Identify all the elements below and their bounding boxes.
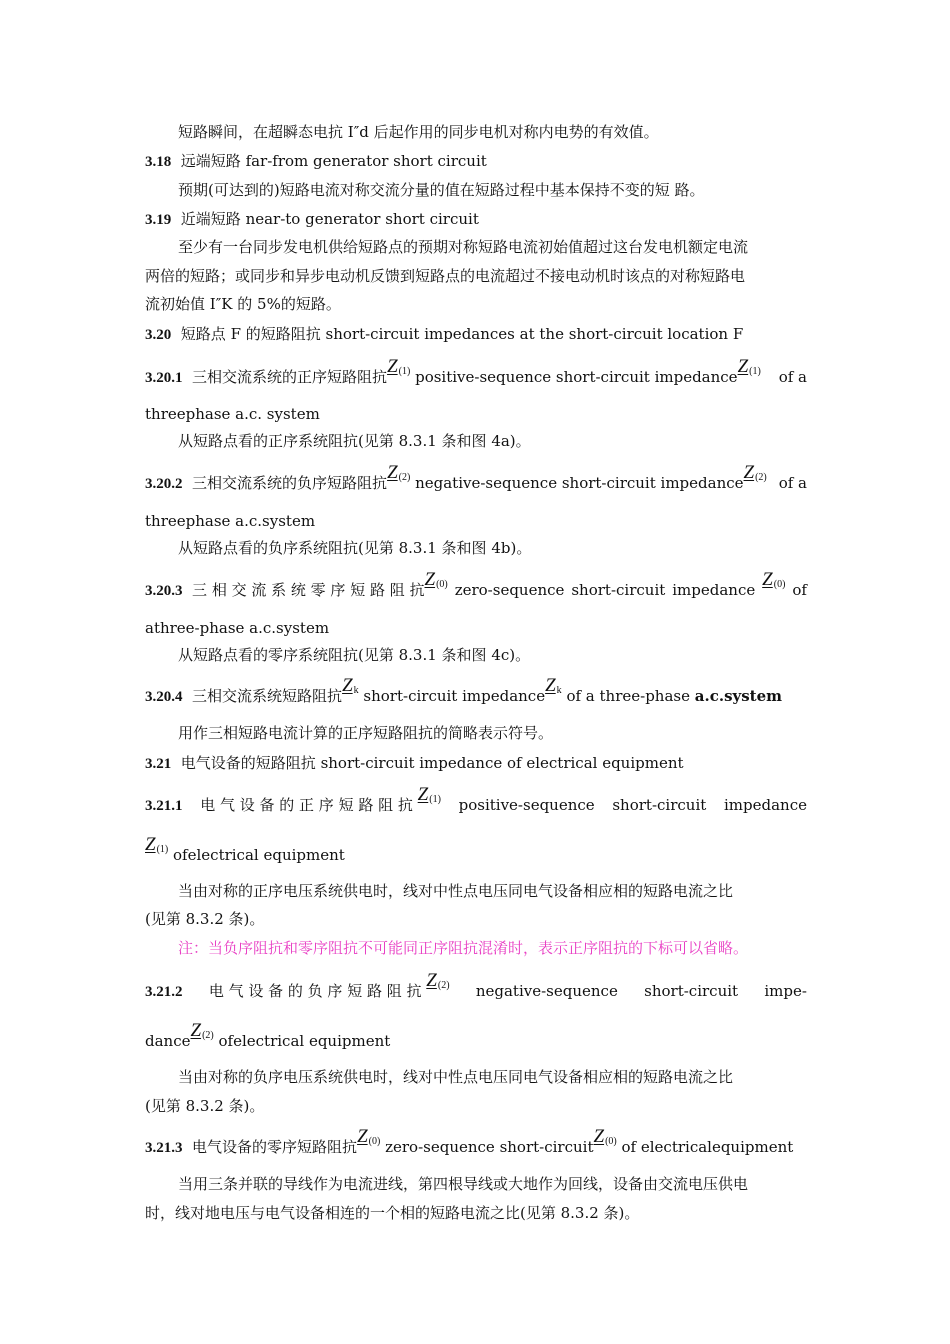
term-zh: 电 气 设 备 的 正 序 短 路 阻 抗 (200, 796, 413, 814)
paragraph-line: 当用三条并联的导线作为电流进线，第四根导线或大地作为回线，设备由交流电压供电 (178, 1175, 749, 1193)
term-en: zero-sequence (454, 581, 565, 599)
section-title: 近端短路 near-to generator short circuit (180, 210, 479, 228)
section-3-18-heading (145, 151, 487, 172)
impedance-subscript: (1) (156, 844, 169, 855)
impedance-subscript: (2) (437, 980, 450, 991)
impedance-subscript: (1) (429, 794, 441, 805)
impedance-subscript: (1) (398, 366, 411, 377)
term-en: short-circuit impedance (363, 687, 546, 705)
paragraph: 从短路点看的正序系统阻抗(见第 8.3.1 条和图 4a)。 (178, 432, 531, 450)
term-en: positive-sequence (458, 796, 595, 814)
term-en: impedance (723, 796, 807, 814)
impedance-symbol: Z (762, 569, 773, 590)
impedance-symbol: Z (737, 356, 749, 377)
section-number: 3.21.1 (145, 798, 183, 814)
term-en: impe- (764, 982, 807, 1000)
section-number: 3.20.2 (145, 476, 183, 492)
term-zh: 三相交流系统的负序短路阻抗 (192, 474, 388, 492)
section-title: 电气设备的短路阻抗 short-circuit impedance of electrical equipment (180, 754, 684, 772)
impedance-subscript: k (556, 685, 562, 696)
term-continuation: threephase a.c.system (145, 512, 316, 530)
impedance-symbol: Z (424, 569, 436, 590)
impedance-symbol: Z (190, 1020, 202, 1041)
term-en: dance (145, 1032, 191, 1050)
impedance-symbol: Z (357, 1126, 368, 1147)
paragraph: 用作三相短路电流计算的正序短路阻抗的简略表示符号。 (178, 724, 554, 742)
section-title: 短路点 F 的短路阻抗 short-circuit impedances at the short-circuit location F (180, 325, 744, 343)
section-3-21-1-heading (145, 784, 807, 818)
section-number: 3.21 (145, 756, 172, 772)
paragraph-line: 流初始值 I″K 的 5%的短路。 (145, 295, 341, 313)
term-continuation: athree-phase a.c.system (145, 619, 330, 637)
term-en: negative-sequence (475, 982, 618, 1000)
impedance-subscript: (1) (749, 366, 761, 377)
impedance-symbol: Z (145, 834, 156, 855)
section-number: 3.20 (145, 327, 172, 343)
term-zh: 三 相 交 流 系 统 零 序 短 路 阻 抗 (192, 581, 425, 599)
impedance-symbol: Z (417, 784, 429, 805)
impedance-symbol: Z (426, 970, 437, 991)
impedance-subscript: (0) (773, 579, 786, 590)
section-number: 3.20.1 (145, 370, 183, 386)
term-continuation (145, 1020, 391, 1054)
section-3-21-2-heading (145, 970, 807, 1004)
term-en-tail: of a three-phase (566, 687, 690, 705)
section-3-20-3-heading (145, 569, 807, 603)
section-3-20-heading (145, 324, 743, 345)
impedance-symbol: Z (387, 462, 398, 483)
impedance-subscript: k (353, 685, 359, 696)
paragraph: 从短路点看的负序系统阻抗(见第 8.3.1 条和图 4b)。 (178, 539, 532, 557)
paragraph-line: (见第 8.3.2 条)。 (145, 910, 265, 928)
impedance-symbol: Z (593, 1126, 605, 1147)
section-number: 3.18 (145, 154, 172, 170)
impedance-symbol: Z (342, 675, 353, 696)
section-3-20-2-heading (145, 462, 807, 496)
paragraph-line: 时，线对地电压与电气设备相连的一个相的短路电流之比(见第 8.3.2 条)。 (145, 1204, 640, 1222)
term-en-tail: of (792, 581, 807, 599)
term-en: zero-sequence short-circuit (385, 1138, 594, 1156)
section-number: 3.20.4 (145, 689, 183, 705)
paragraph-line: 当由对称的负序电压系统供电时，线对中性点电压同电气设备相应相的短路电流之比 (178, 1068, 734, 1086)
section-3-20-1-heading (145, 356, 807, 390)
term-zh: 电 气 设 备 的 负 序 短 路 阻 抗 (208, 982, 422, 1000)
term-en: ofelectrical equipment (218, 1032, 391, 1050)
impedance-subscript: (0) (368, 1136, 381, 1147)
note: 注：当负序阻抗和零序阻抗不可能同正序阻抗混淆时，表示正序阻抗的下标可以省略。 (178, 939, 749, 957)
term-en: short-circuit (571, 581, 666, 599)
term-en: short-circuit (612, 796, 707, 814)
term-zh: 三相交流系统的正序短路阻抗 (192, 368, 388, 386)
term-zh: 三相交流系统短路阻抗 (192, 687, 343, 705)
paragraph-line: 至少有一台同步发电机供给短路点的预期对称短路电流初始值超过这台发电机额定电流 (178, 238, 749, 256)
term-en: negative-sequence short-circuit impedance (415, 474, 744, 492)
impedance-subscript: (2) (755, 472, 767, 483)
impedance-subscript: (2) (398, 472, 411, 483)
section-3-20-4-heading (145, 675, 783, 709)
paragraph-line: (见第 8.3.2 条)。 (145, 1097, 265, 1115)
term-continuation: threephase a.c. system (145, 405, 320, 423)
impedance-subscript: (0) (605, 1136, 617, 1147)
section-3-21-heading (145, 753, 684, 774)
paragraph-line: 两倍的短路；或同步和异步电动机反馈到短路点的电流超过不接电动机时该点的对称短路电 (145, 267, 746, 285)
term-en: short-circuit (644, 982, 739, 1000)
paragraph-line: 当由对称的正序电压系统供电时，线对中性点电压同电气设备相应相的短路电流之比 (178, 882, 734, 900)
impedance-symbol: Z (743, 462, 755, 483)
impedance-subscript: (0) (436, 579, 448, 590)
section-3-21-3-heading (145, 1126, 794, 1160)
term-zh: 电气设备的零序短路阻抗 (192, 1138, 358, 1156)
term-continuation (145, 834, 345, 868)
term-en: ofelectrical equipment (173, 846, 345, 864)
paragraph: 从短路点看的零序系统阻抗(见第 8.3.1 条和图 4c)。 (178, 646, 531, 664)
paragraph: 短路瞬间，在超瞬态电抗 I″d 后起作用的同步电机对称内电势的有效值。 (178, 123, 659, 141)
term-en-tail: of electricalequipment (621, 1138, 794, 1156)
impedance-subscript: (2) (202, 1030, 214, 1041)
section-number: 3.21.3 (145, 1140, 183, 1156)
section-title: 远端短路 far-from generator short circuit (180, 152, 487, 170)
term-en-tail: of a (778, 474, 807, 492)
term-en: impedance (672, 581, 756, 599)
section-number: 3.20.3 (145, 583, 183, 599)
term-en-tail: of a (778, 368, 807, 386)
section-3-19-heading (145, 209, 479, 230)
impedance-symbol: Z (545, 675, 556, 696)
section-number: 3.21.2 (145, 984, 183, 1000)
section-number: 3.19 (145, 212, 172, 228)
paragraph: 预期(可达到的)短路电流对称交流分量的值在短路过程中基本保持不变的短 路。 (178, 181, 705, 199)
term-en-bold: a.c.system (694, 687, 783, 705)
impedance-symbol: Z (387, 356, 398, 377)
term-en: positive-sequence short-circuit impedance (415, 368, 738, 386)
